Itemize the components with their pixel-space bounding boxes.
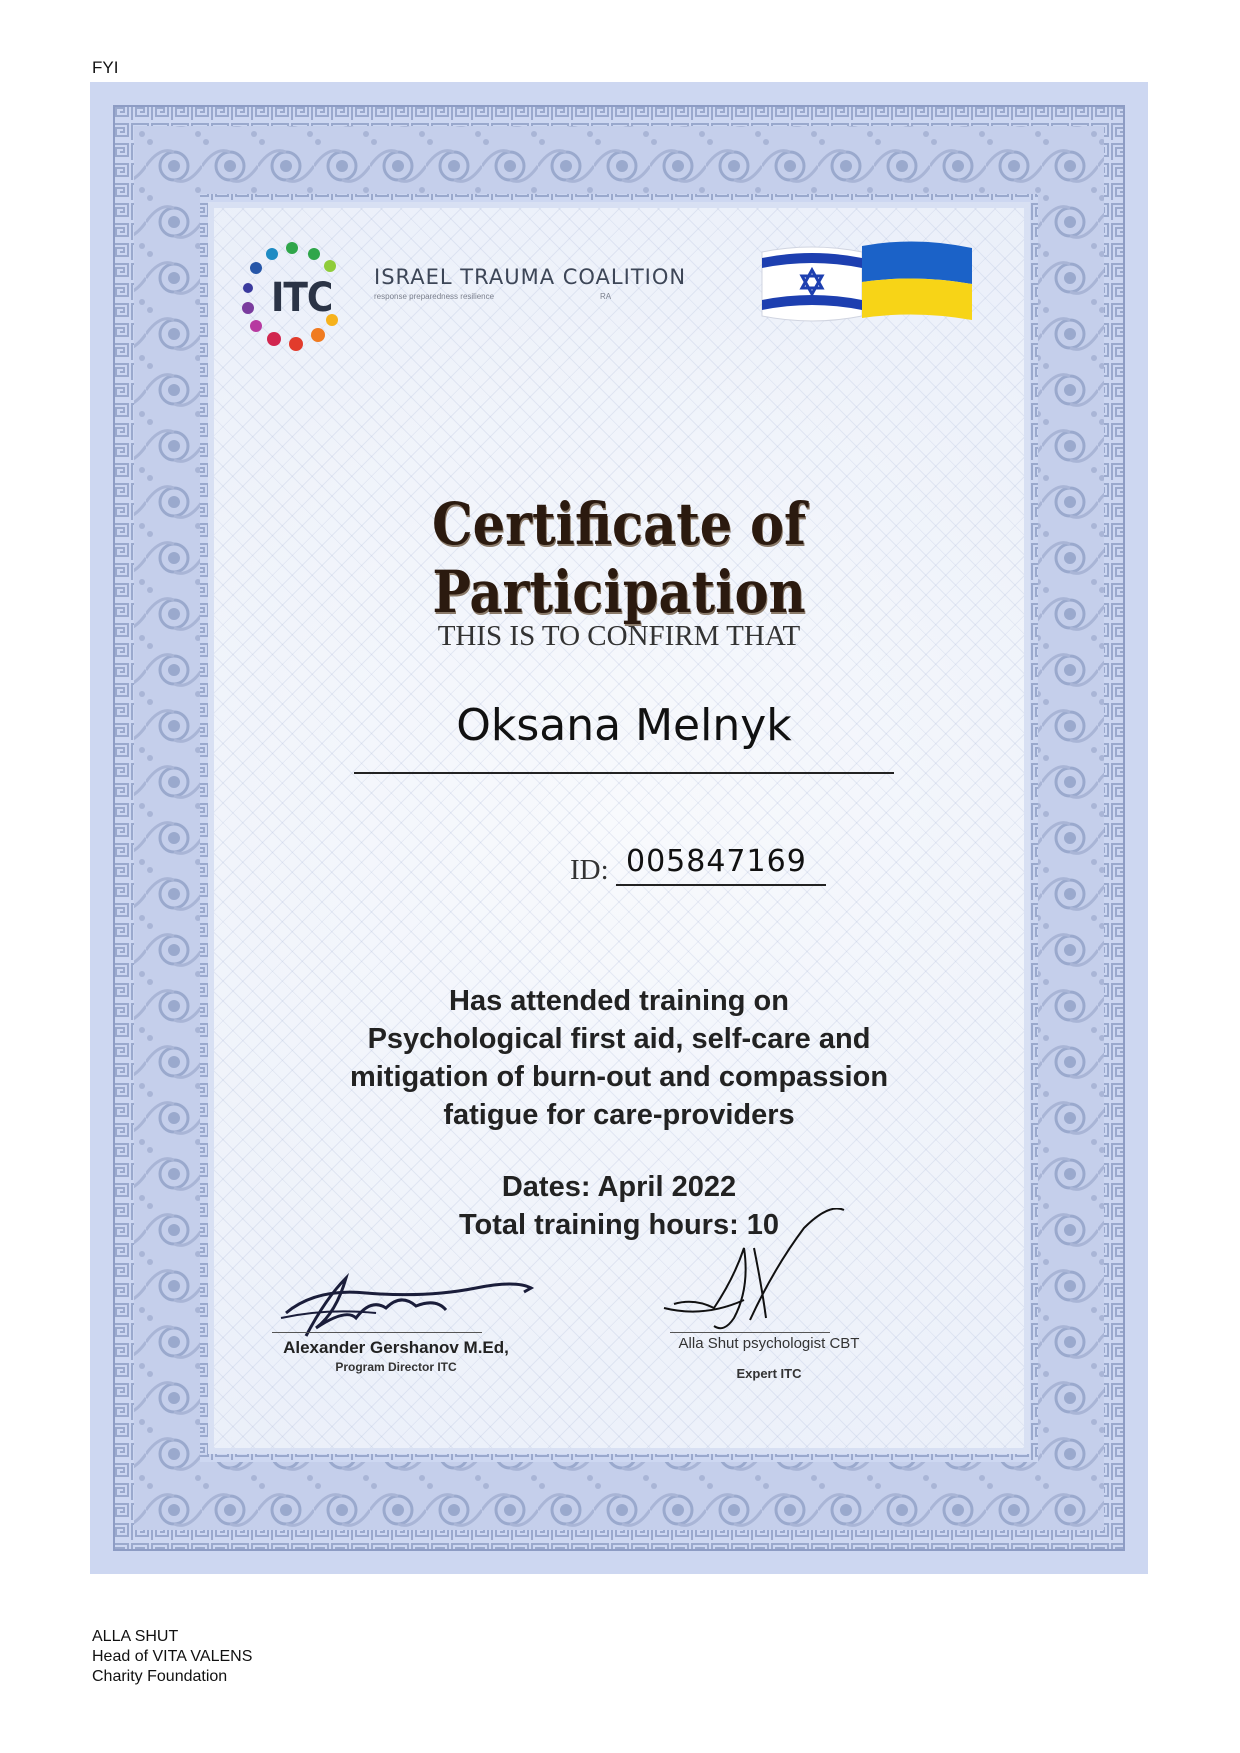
training-line: Has attended training on bbox=[449, 985, 789, 1017]
training-line: fatigue for care-providers bbox=[443, 1099, 795, 1131]
right-signature-icon bbox=[654, 1208, 874, 1348]
right-signature-line bbox=[670, 1332, 830, 1333]
left-signature-icon bbox=[276, 1258, 546, 1348]
header-note: FYI bbox=[92, 58, 119, 77]
itc-logo bbox=[238, 238, 358, 358]
confirm-text: THIS IS TO CONFIRM THAT bbox=[437, 620, 801, 652]
training-line: mitigation of burn-out and compassion bbox=[349, 1061, 889, 1093]
footer-line: Charity Foundation bbox=[92, 1668, 228, 1685]
training-description bbox=[214, 982, 1024, 1134]
training-line: Psychological first aid, self-care and bbox=[367, 1023, 871, 1055]
hours-line: Total training hours: 10 bbox=[458, 1209, 780, 1241]
certificate bbox=[90, 82, 1148, 1574]
id-value: 005847169 bbox=[626, 844, 807, 879]
footer-line: Head of VITA VALENS bbox=[92, 1648, 253, 1665]
recipient-name-underline bbox=[354, 772, 894, 774]
right-signer-role: Expert ITC bbox=[736, 1366, 802, 1381]
left-signer-name: Alexander Gershanov M.Ed, bbox=[283, 1338, 509, 1357]
training-details bbox=[214, 1168, 1024, 1244]
footer-line: ALLA SHUT bbox=[92, 1628, 179, 1645]
right-signer-name: Alla Shut psychologist CBT bbox=[678, 1335, 860, 1352]
ukraine-flag-icon bbox=[862, 241, 972, 320]
organization-tagline: response preparedness resilience bbox=[374, 292, 495, 301]
flags bbox=[756, 238, 978, 330]
organization-suffix: RA bbox=[600, 292, 612, 301]
dates-line: Dates: April 2022 bbox=[501, 1171, 737, 1203]
left-signature-line bbox=[272, 1332, 482, 1333]
israel-flag-icon bbox=[762, 247, 862, 321]
certificate-content bbox=[214, 208, 1024, 1448]
footer-note bbox=[92, 1627, 252, 1687]
certificate-title: Certificate of Participation bbox=[431, 490, 807, 626]
itc-logo-text: ITC bbox=[271, 275, 333, 321]
organization-name: ISRAEL TRAUMA COALITION bbox=[374, 265, 687, 289]
left-signer-role: Program Director ITC bbox=[335, 1360, 457, 1374]
id-label: ID: bbox=[570, 854, 609, 886]
id-underline bbox=[616, 884, 826, 886]
recipient-name: Oksana Melnyk bbox=[456, 700, 792, 751]
